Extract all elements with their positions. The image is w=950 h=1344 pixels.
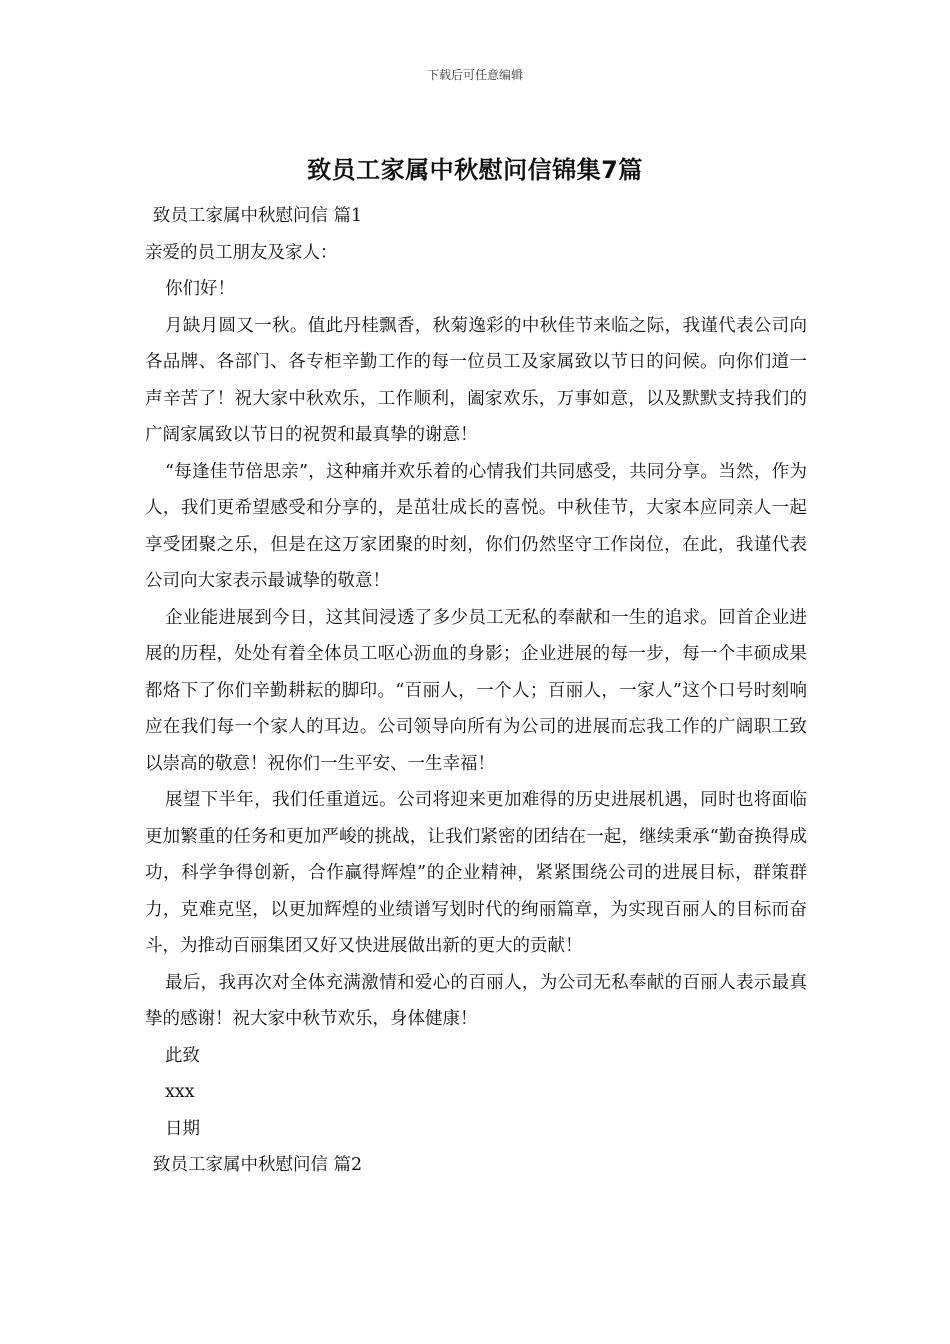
letter-1-signature: xxx xyxy=(165,1082,195,1102)
letter-1-paragraph-5: 最后，我再次对全体充满激情和爱心的百丽人，为公司无私奉献的百丽人表示最真挚的感谢！祝大家中秋节欢乐，身体健康！ xyxy=(145,972,807,1029)
letter-2-heading: 致员工家属中秋慰问信 篇2 xyxy=(153,1155,363,1175)
header-note: 下载后可任意编辑 xyxy=(426,68,523,82)
letter-1-heading: 致员工家属中秋慰问信 篇1 xyxy=(153,206,363,226)
letter-1-paragraph-2: “每逢佳节倍思亲”，这种痛并欢乐着的心情我们共同感受，共同分享。当然，作为人，我们更希望感受和分享的，是茁壮成长的喜悦。中秋佳节，大家本应同亲人一起享受团聚之乐，但是在这万家团聚的时刻，你们仍然坚守工作岗位，在此，我谨代表公司向大家表示最诚挚的敬意！ xyxy=(145,461,807,591)
letter-1-salutation: 亲爱的员工朋友及家人： xyxy=(145,242,338,263)
letter-1-date: 日期 xyxy=(165,1118,200,1139)
letter-1-paragraph-3: 企业能进展到今日，这其间浸透了多少员工无私的奉献和一生的追求。回首企业进展的历程，处处有着全体员工呕心沥血的身影；企业进展的每一步，每一个丰硕成果都烙下了你们辛勤耕耘的脚印。“百丽人，一个人；百丽人，一家人”这个口号时刻响应在我们每一个家人的耳边。公司领导向所有为公司的进展而忘我工作的广阔职工致以崇高的敬意！祝你们一生平安、一生幸福！ xyxy=(145,607,807,774)
letter-1-closing: 此致 xyxy=(165,1045,200,1066)
letter-1-paragraph-4: 展望下半年，我们任重道远。公司将迎来更加难得的历史进展机遇，同时也将面临更加繁重的任务和更加严峻的挑战，让我们紧密的团结在一起，继续秉承“勤奋换得成功，科学争得创新，合作赢得辉煌”的企业精神，紧紧围绕公司的进展目标，群策群力，克难克坚，以更加辉煌的业绩谱写划时代的绚丽篇章，为实现百丽人的目标而奋斗，为推动百丽集团又好又快进展做出新的更大的贡献！ xyxy=(145,790,807,956)
letter-1-greeting: 你们好！ xyxy=(165,279,235,299)
letter-1-paragraph-1: 月缺月圆又一秋。值此丹桂飘香，秋菊逸彩的中秋佳节来临之际，我谨代表公司向各品牌、各部门、各专柜辛勤工作的每一位员工及家属致以节日的问候。向你们道一声辛苦了！祝大家中秋欢乐，工作顺利，阖家欢乐，万事如意，以及默默支持我们的广阔家属致以节日的祝贺和最真挚的谢意！ xyxy=(145,315,807,445)
document-body xyxy=(145,198,807,1184)
document-title: 致员工家属中秋慰问信锦集7篇 xyxy=(307,156,643,184)
